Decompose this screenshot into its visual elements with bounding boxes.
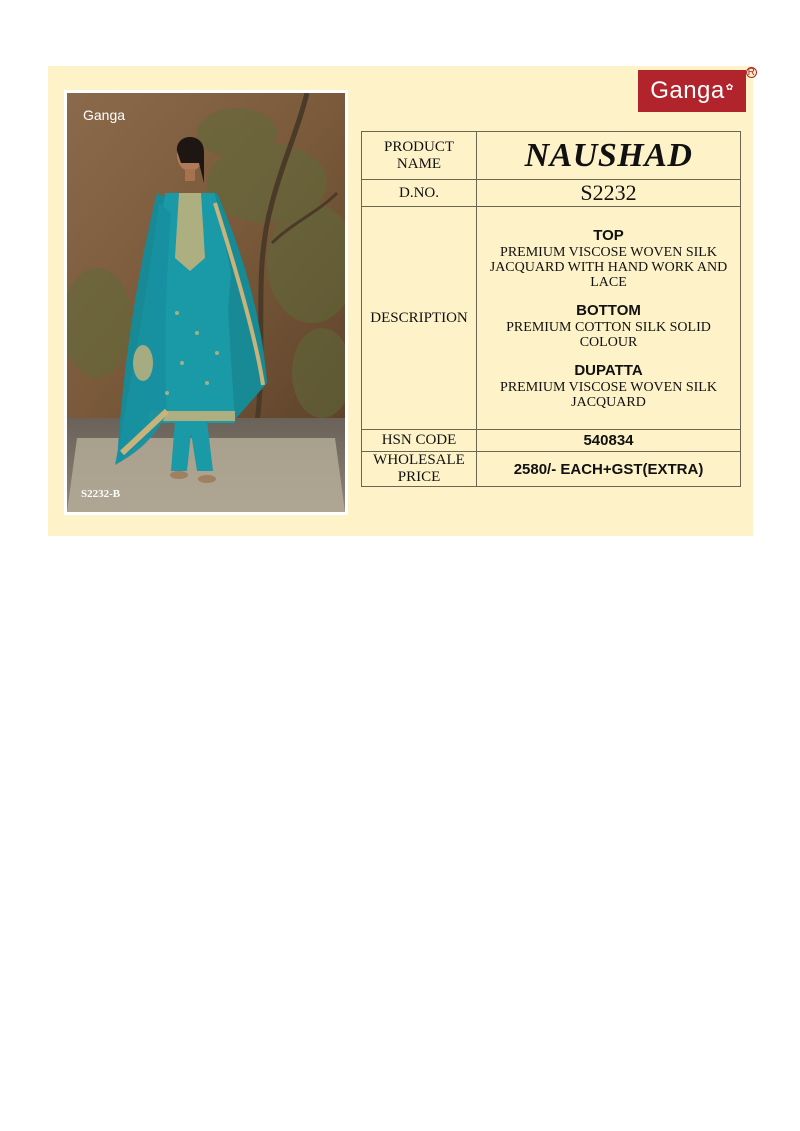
row-description [362,207,741,430]
brand-logo [638,66,756,112]
section-dupatta [477,362,740,410]
section-heading: DUPATTA [574,361,643,379]
product-photo-frame [64,90,348,515]
product-photo [67,93,345,512]
catalog-panel [48,66,756,536]
row-price [362,452,741,487]
section-text: PREMIUM COTTON SILK SOLID COLOUR [506,319,711,350]
flower-icon: ✿ [725,81,734,92]
row-hsn [362,430,741,452]
price-label: WHOLESALE PRICE [362,452,477,487]
row-product-name [362,132,741,180]
product-name-value: NAUSHAD [477,132,741,180]
section-top [477,227,740,290]
design-code-label: S2232-B [81,488,121,500]
photo-brand-logo: Ganga [83,107,126,123]
description-value [477,207,741,430]
dno-value: S2232 [477,180,741,207]
registered-mark-icon: R [747,66,756,78]
row-dno [362,180,741,207]
price-value: 2580/- EACH+GST(EXTRA) [477,452,741,487]
section-heading: TOP [593,226,624,244]
hsn-label: HSN CODE [362,430,477,452]
dno-label: D.NO. [362,180,477,207]
section-heading: BOTTOM [576,301,641,319]
product-name-label: PRODUCT NAME [362,132,477,180]
section-text: PREMIUM VISCOSE WOVEN SILK JACQUARD WITH HAND WORK AND LACE [489,244,728,290]
product-spec-table [361,131,741,487]
model-illustration [67,93,345,512]
description-label: DESCRIPTION [362,207,477,430]
hsn-value: 540834 [477,430,741,452]
section-text: PREMIUM VISCOSE WOVEN SILK JACQUARD [500,379,717,410]
brand-logo-text: Ganga [650,77,725,104]
section-bottom [477,302,740,350]
